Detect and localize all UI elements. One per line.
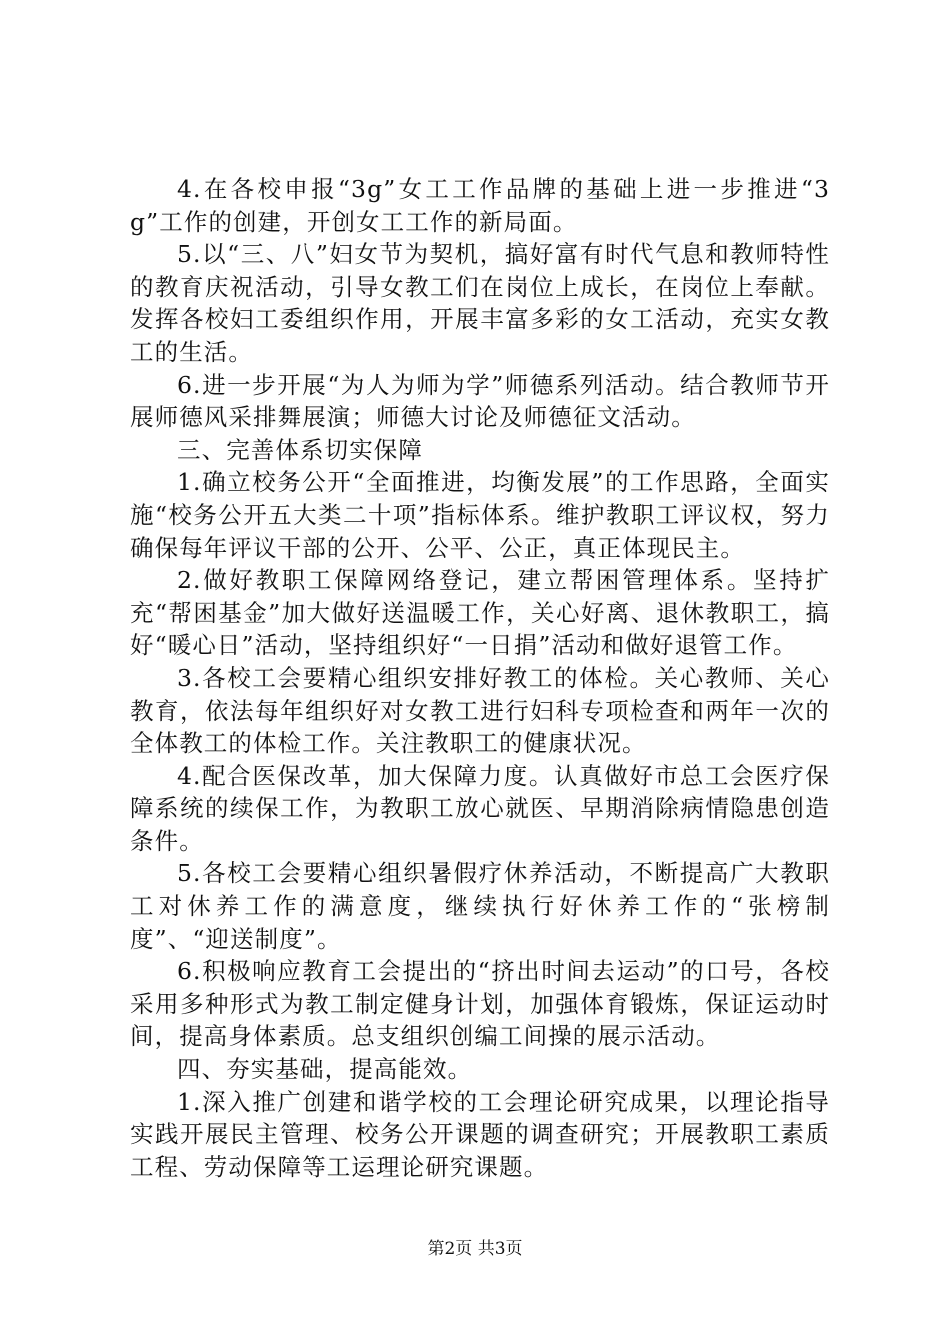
- paragraph-school-affairs: 1.确立校务公开“全面推进，均衡发展”的工作思路，全面实施“校务公开五大类二十项”指标体系。维护教职工评议权，努力确保每年评议干部的公开、公平、公正，真正体现民主。: [130, 468, 830, 562]
- section-heading-4: 四、夯实基础，提高能效。: [177, 1055, 473, 1084]
- paragraph-teacher-ethics: 6.进一步开展“为人为师为学”师德系列活动。结合教师节开展师德风采排舞展演；师德大讨论及师德征文活动。: [130, 370, 830, 432]
- paragraph-summer-recuperation: 5.各校工会要精心组织暑假疗休养活动，不断提高广大教职工对休养工作的满意度，继续执行好休养工作的“张榜制度”、“迎送制度”。: [130, 859, 830, 953]
- paragraph-medical-insurance: 4.配合医保改革，加大保障力度。认真做好市总工会医疗保障系统的续保工作，为教职工放心就医、早期消除病情隐患创造条件。: [130, 761, 830, 855]
- paragraph-women-brand: 4.在各校申报“3g”女工工作品牌的基础上进一步推进“3g”工作的创建，开创女工工作的新局面。: [130, 175, 830, 236]
- paragraph-staff-security: 2.做好教职工保障网络登记，建立帮困管理体系。坚持扩充“帮困基金”加大做好送温暖工作，关心好离、退休教职工，搞好“暖心日”活动，坚持组织好“一日捐”活动和做好退管工作。: [130, 566, 830, 660]
- document-body: [130, 173, 830, 1183]
- paragraph-theory-research: 1.深入推广创建和谐学校的工会理论研究成果，以理论指导实践开展民主管理、校务公开课题的调查研究；开展教职工素质工程、劳动保障等工运理论研究课题。: [130, 1087, 830, 1181]
- page-number-footer: 第2页 共3页: [427, 1239, 523, 1259]
- paragraph-fitness: 6.积极响应教育工会提出的“挤出时间去运动”的口号，各校采用多种形式为教工制定健身计划，加强体育锻炼，保证运动时间，提高身体素质。总支组织创编工间操的展示活动。: [130, 957, 830, 1051]
- section-heading-3: 三、完善体系切实保障: [177, 435, 423, 464]
- paragraph-health-check: 3.各校工会要精心组织安排好教工的体检。关心教师、关心教育，依法每年组织好对女教工进行妇科专项检查和两年一次的全体教工的体检工作。关注教职工的健康状况。: [130, 663, 830, 758]
- paragraph-womens-day: 5.以“三、八”妇女节为契机，搞好富有时代气息和教师特性的教育庆祝活动，引导女教工们在岗位上成长，在岗位上奉献。发挥各校妇工委组织作用，开展丰富多彩的女工活动，充实女教工的生活。: [130, 240, 830, 366]
